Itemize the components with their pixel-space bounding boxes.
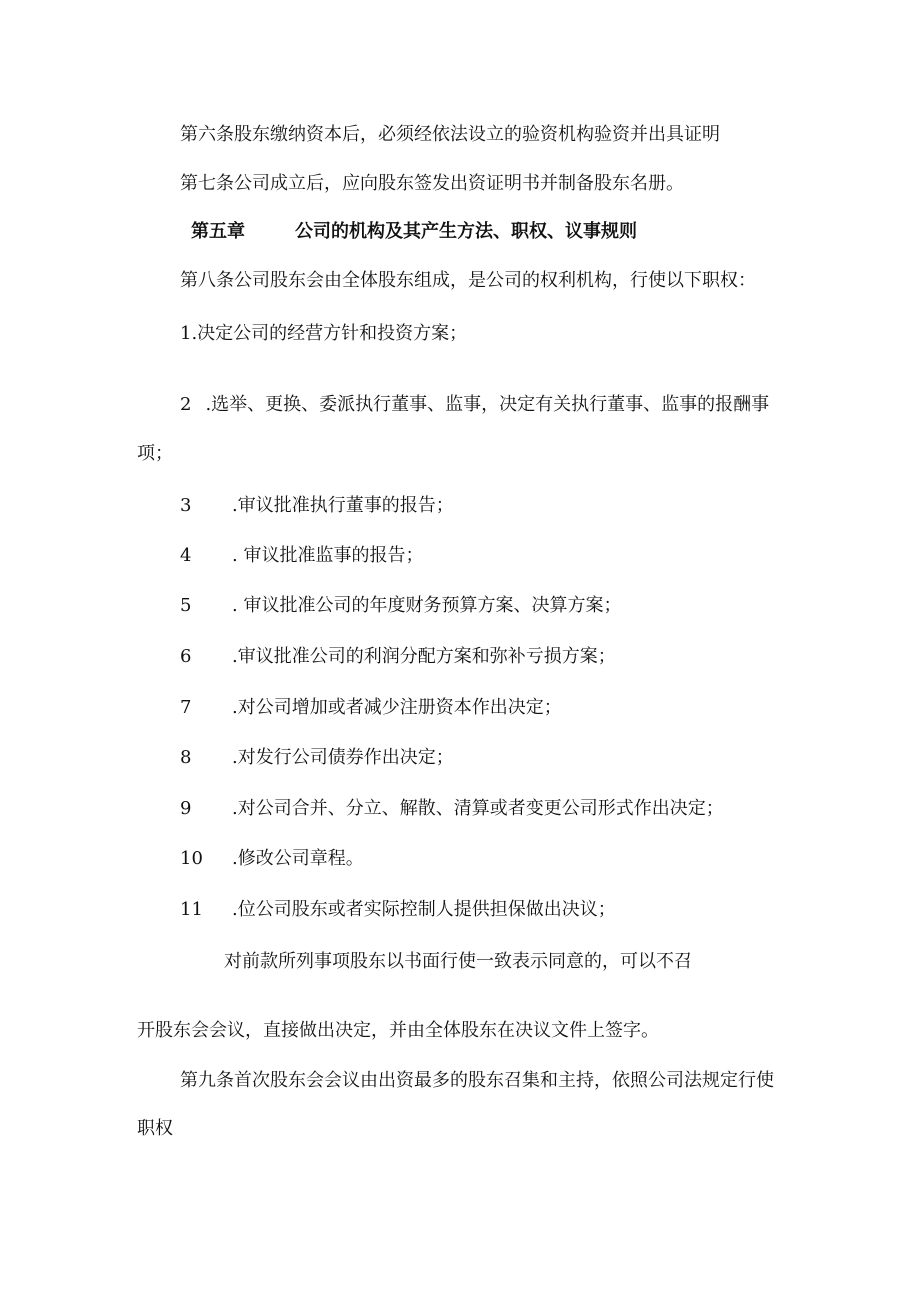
list-item-number: 8	[180, 747, 192, 768]
list-item-number: 11	[180, 899, 203, 920]
list-item-text: .对发行公司债券作出决定；	[232, 747, 454, 768]
list-item-number: 5	[180, 595, 192, 616]
article-9-line-2: 职权	[137, 1118, 173, 1139]
article-7: 第七条公司成立后，应向股东签发出资证明书并制备股东名册。	[180, 173, 684, 194]
list-item-number: 6	[180, 646, 192, 667]
article-8: 第八条公司股东会由全体股东组成，是公司的权利机构，行使以下职权：	[180, 270, 756, 291]
article-9-line-1: 第九条首次股东会会议由出资最多的股东召集和主持，依照公司法规定行使	[180, 1070, 774, 1091]
list-item	[180, 494, 454, 518]
list-item-text: . 审议批准公司的年度财务预算方案、决算方案；	[232, 595, 622, 616]
chapter-label: 第五章	[191, 221, 245, 242]
list-item-2	[180, 393, 769, 417]
list-item-2-text: .选举、更换、委派执行董事、监事，决定有关执行董事、监事的报酬事	[205, 394, 770, 415]
list-item-number: 4	[180, 545, 192, 566]
list-item	[180, 797, 724, 821]
list-item	[180, 898, 616, 922]
list-item-text: .修改公司章程。	[232, 848, 364, 869]
chapter-title: 公司的机构及其产生方法、职权、议事规则	[295, 221, 637, 242]
list-item-text: . 审议批准监事的报告；	[232, 545, 424, 566]
list-item-number: 10	[180, 848, 203, 869]
list-item-2-number: 2	[180, 394, 192, 415]
list-item	[180, 746, 454, 770]
list-item-text: .审议批准执行董事的报告；	[232, 495, 454, 516]
list-item-text: .审议批准公司的利润分配方案和弥补亏损方案；	[232, 646, 616, 667]
note-paragraph-line-1: 对前款所列事项股东以书面行使一致表示同意的，可以不召	[224, 951, 692, 972]
list-item-text: .对公司增加或者减少注册资本作出决定；	[232, 697, 562, 718]
list-item-text: .对公司合并、分立、解散、清算或者变更公司形式作出决定；	[232, 798, 724, 819]
list-item-1: 1.决定公司的经营方针和投资方案；	[180, 323, 468, 344]
list-item-2-continuation: 项；	[137, 443, 173, 464]
list-item	[180, 645, 616, 669]
note-paragraph-line-2: 开股东会会议，直接做出决定，并由全体股东在决议文件上签字。	[137, 1020, 659, 1041]
list-item-number: 7	[180, 697, 192, 718]
list-item-number: 3	[180, 495, 192, 516]
list-item	[180, 696, 562, 720]
list-item	[180, 544, 423, 568]
list-item	[180, 594, 621, 618]
list-item-number: 9	[180, 798, 192, 819]
list-item	[180, 847, 364, 871]
list-item-text: .位公司股东或者实际控制人提供担保做出决议；	[232, 899, 616, 920]
article-6: 第六条股东缴纳资本后，必须经依法设立的验资机构验资并出具证明	[180, 124, 720, 145]
chapter-heading	[191, 220, 637, 244]
